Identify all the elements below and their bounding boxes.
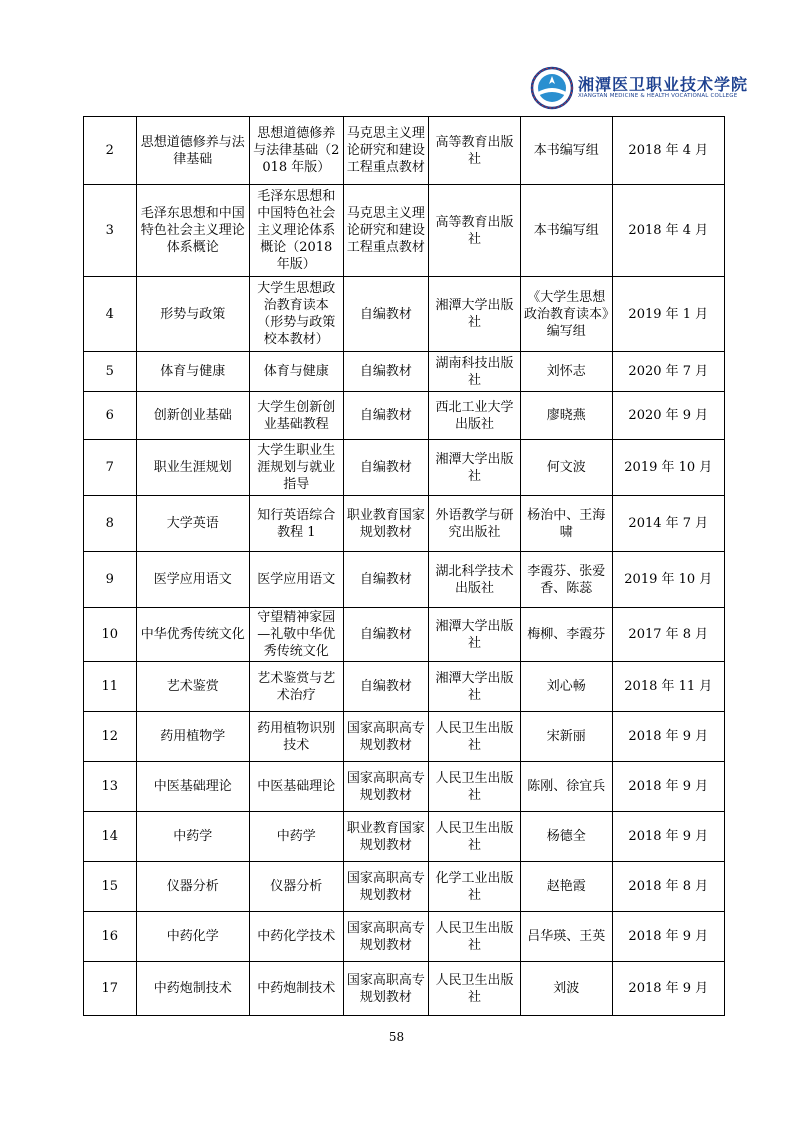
course-name-cell: 仪器分析 bbox=[136, 862, 249, 912]
author-cell: 赵艳霞 bbox=[520, 862, 612, 912]
table-row bbox=[84, 912, 725, 962]
publish-date-cell: 2019 年 10 月 bbox=[612, 552, 724, 608]
table-row bbox=[84, 662, 725, 712]
publisher-cell: 湖南科技出版社 bbox=[429, 352, 521, 392]
textbook-type-cell: 国家高职高专规划教材 bbox=[343, 712, 429, 762]
textbook-name-cell: 中药炮制技术 bbox=[249, 962, 343, 1016]
author-cell: 陈刚、徐宜兵 bbox=[520, 762, 612, 812]
textbook-type-cell: 国家高职高专规划教材 bbox=[343, 762, 429, 812]
textbook-type-cell: 自编教材 bbox=[343, 352, 429, 392]
course-name-cell: 中药炮制技术 bbox=[136, 962, 249, 1016]
row-number-cell: 4 bbox=[84, 277, 137, 352]
course-name-cell: 大学英语 bbox=[136, 496, 249, 552]
row-number-cell: 5 bbox=[84, 352, 137, 392]
publisher-cell: 人民卫生出版社 bbox=[429, 962, 521, 1016]
table-row bbox=[84, 440, 725, 496]
author-cell: 《大学生思想政治教育读本》编写组 bbox=[520, 277, 612, 352]
publish-date-cell: 2018 年 9 月 bbox=[612, 812, 724, 862]
school-name: 湘潭医卫职业技术学院 bbox=[578, 75, 749, 94]
author-cell: 何文波 bbox=[520, 440, 612, 496]
school-logo bbox=[530, 66, 749, 110]
textbook-type-cell: 自编教材 bbox=[343, 392, 429, 440]
textbook-name-cell: 医学应用语文 bbox=[249, 552, 343, 608]
publisher-cell: 湘潭大学出版社 bbox=[429, 277, 521, 352]
row-number-cell: 16 bbox=[84, 912, 137, 962]
textbook-name-cell: 中药学 bbox=[249, 812, 343, 862]
publisher-cell: 外语教学与研究出版社 bbox=[429, 496, 521, 552]
textbook-name-cell: 中医基础理论 bbox=[249, 762, 343, 812]
page-number: 58 bbox=[388, 1030, 405, 1044]
publisher-cell: 化学工业出版社 bbox=[429, 862, 521, 912]
table-row bbox=[84, 352, 725, 392]
publish-date-cell: 2018 年 9 月 bbox=[612, 762, 724, 812]
course-name-cell: 职业生涯规划 bbox=[136, 440, 249, 496]
publish-date-cell: 2014 年 7 月 bbox=[612, 496, 724, 552]
table-row bbox=[84, 185, 725, 277]
row-number-cell: 15 bbox=[84, 862, 137, 912]
author-cell: 本书编写组 bbox=[520, 117, 612, 185]
publish-date-cell: 2017 年 8 月 bbox=[612, 608, 724, 662]
row-number-cell: 9 bbox=[84, 552, 137, 608]
row-number-cell: 14 bbox=[84, 812, 137, 862]
author-cell: 刘心畅 bbox=[520, 662, 612, 712]
row-number-cell: 6 bbox=[84, 392, 137, 440]
course-name-cell: 形势与政策 bbox=[136, 277, 249, 352]
textbook-name-cell: 思想道德修养与法律基础（2018 年版） bbox=[249, 117, 343, 185]
table-row bbox=[84, 862, 725, 912]
course-name-cell: 体育与健康 bbox=[136, 352, 249, 392]
textbook-name-cell: 守望精神家园—礼敬中华优秀传统文化 bbox=[249, 608, 343, 662]
publisher-cell: 湘潭大学出版社 bbox=[429, 662, 521, 712]
textbook-name-cell: 仪器分析 bbox=[249, 862, 343, 912]
textbook-type-cell: 自编教材 bbox=[343, 662, 429, 712]
textbook-type-cell: 自编教材 bbox=[343, 277, 429, 352]
course-name-cell: 中药化学 bbox=[136, 912, 249, 962]
author-cell: 刘波 bbox=[520, 962, 612, 1016]
row-number-cell: 7 bbox=[84, 440, 137, 496]
course-name-cell: 毛泽东思想和中国特色社会主义理论体系概论 bbox=[136, 185, 249, 277]
textbook-type-cell: 国家高职高专规划教材 bbox=[343, 962, 429, 1016]
textbook-name-cell: 艺术鉴赏与艺术治疗 bbox=[249, 662, 343, 712]
publisher-cell: 人民卫生出版社 bbox=[429, 712, 521, 762]
textbook-name-cell: 中药化学技术 bbox=[249, 912, 343, 962]
textbook-name-cell: 大学生思想政治教育读本（形势与政策校本教材） bbox=[249, 277, 343, 352]
textbook-name-cell: 知行英语综合教程 1 bbox=[249, 496, 343, 552]
row-number-cell: 8 bbox=[84, 496, 137, 552]
table-row bbox=[84, 117, 725, 185]
table-row bbox=[84, 812, 725, 862]
textbook-table bbox=[83, 116, 725, 1016]
table-row bbox=[84, 762, 725, 812]
publish-date-cell: 2018 年 9 月 bbox=[612, 712, 724, 762]
publish-date-cell: 2018 年 9 月 bbox=[612, 962, 724, 1016]
publisher-cell: 人民卫生出版社 bbox=[429, 762, 521, 812]
course-name-cell: 思想道德修养与法律基础 bbox=[136, 117, 249, 185]
row-number-cell: 10 bbox=[84, 608, 137, 662]
textbook-type-cell: 国家高职高专规划教材 bbox=[343, 912, 429, 962]
publisher-cell: 湘潭大学出版社 bbox=[429, 608, 521, 662]
textbook-type-cell: 职业教育国家规划教材 bbox=[343, 496, 429, 552]
textbook-name-cell: 大学生职业生涯规划与就业指导 bbox=[249, 440, 343, 496]
textbook-type-cell: 国家高职高专规划教材 bbox=[343, 862, 429, 912]
publish-date-cell: 2018 年 4 月 bbox=[612, 117, 724, 185]
publisher-cell: 湖北科学技术出版社 bbox=[429, 552, 521, 608]
row-number-cell: 3 bbox=[84, 185, 137, 277]
publisher-cell: 西北工业大学出版社 bbox=[429, 392, 521, 440]
publish-date-cell: 2018 年 4 月 bbox=[612, 185, 724, 277]
author-cell: 刘怀志 bbox=[520, 352, 612, 392]
row-number-cell: 11 bbox=[84, 662, 137, 712]
author-cell: 杨治中、王海啸 bbox=[520, 496, 612, 552]
textbook-name-cell: 毛泽东思想和中国特色社会主义理论体系概论（2018 年版） bbox=[249, 185, 343, 277]
textbook-type-cell: 自编教材 bbox=[343, 552, 429, 608]
publish-date-cell: 2019 年 1 月 bbox=[612, 277, 724, 352]
textbook-type-cell: 马克思主义理论研究和建设工程重点教材 bbox=[343, 185, 429, 277]
publish-date-cell: 2018 年 8 月 bbox=[612, 862, 724, 912]
author-cell: 宋新丽 bbox=[520, 712, 612, 762]
publish-date-cell: 2018 年 11 月 bbox=[612, 662, 724, 712]
author-cell: 梅柳、李霞芬 bbox=[520, 608, 612, 662]
table-row bbox=[84, 277, 725, 352]
table-row bbox=[84, 392, 725, 440]
publisher-cell: 人民卫生出版社 bbox=[429, 912, 521, 962]
course-name-cell: 中医基础理论 bbox=[136, 762, 249, 812]
author-cell: 廖晓燕 bbox=[520, 392, 612, 440]
textbook-name-cell: 大学生创新创业基础教程 bbox=[249, 392, 343, 440]
publish-date-cell: 2019 年 10 月 bbox=[612, 440, 724, 496]
author-cell: 本书编写组 bbox=[520, 185, 612, 277]
textbook-type-cell: 职业教育国家规划教材 bbox=[343, 812, 429, 862]
table-row bbox=[84, 552, 725, 608]
publisher-cell: 湘潭大学出版社 bbox=[429, 440, 521, 496]
textbook-type-cell: 自编教材 bbox=[343, 608, 429, 662]
school-name-english: XIANGTAN MEDICINE & HEALTH VOCATIONAL COLLEGE bbox=[578, 93, 738, 99]
author-cell: 杨德全 bbox=[520, 812, 612, 862]
table-row bbox=[84, 962, 725, 1016]
course-name-cell: 药用植物学 bbox=[136, 712, 249, 762]
publisher-cell: 高等教育出版社 bbox=[429, 185, 521, 277]
course-name-cell: 中药学 bbox=[136, 812, 249, 862]
publisher-cell: 高等教育出版社 bbox=[429, 117, 521, 185]
publish-date-cell: 2020 年 9 月 bbox=[612, 392, 724, 440]
table-row bbox=[84, 712, 725, 762]
publish-date-cell: 2020 年 7 月 bbox=[612, 352, 724, 392]
textbook-name-cell: 药用植物识别技术 bbox=[249, 712, 343, 762]
publisher-cell: 人民卫生出版社 bbox=[429, 812, 521, 862]
course-name-cell: 医学应用语文 bbox=[136, 552, 249, 608]
course-name-cell: 创新创业基础 bbox=[136, 392, 249, 440]
row-number-cell: 2 bbox=[84, 117, 137, 185]
textbook-type-cell: 马克思主义理论研究和建设工程重点教材 bbox=[343, 117, 429, 185]
row-number-cell: 13 bbox=[84, 762, 137, 812]
school-emblem-icon bbox=[530, 66, 574, 110]
row-number-cell: 17 bbox=[84, 962, 137, 1016]
textbook-type-cell: 自编教材 bbox=[343, 440, 429, 496]
row-number-cell: 12 bbox=[84, 712, 137, 762]
course-name-cell: 中华优秀传统文化 bbox=[136, 608, 249, 662]
table-row bbox=[84, 496, 725, 552]
textbook-name-cell: 体育与健康 bbox=[249, 352, 343, 392]
author-cell: 吕华瑛、王英 bbox=[520, 912, 612, 962]
author-cell: 李霞芬、张爱香、陈蕊 bbox=[520, 552, 612, 608]
publish-date-cell: 2018 年 9 月 bbox=[612, 912, 724, 962]
course-name-cell: 艺术鉴赏 bbox=[136, 662, 249, 712]
table-row bbox=[84, 608, 725, 662]
